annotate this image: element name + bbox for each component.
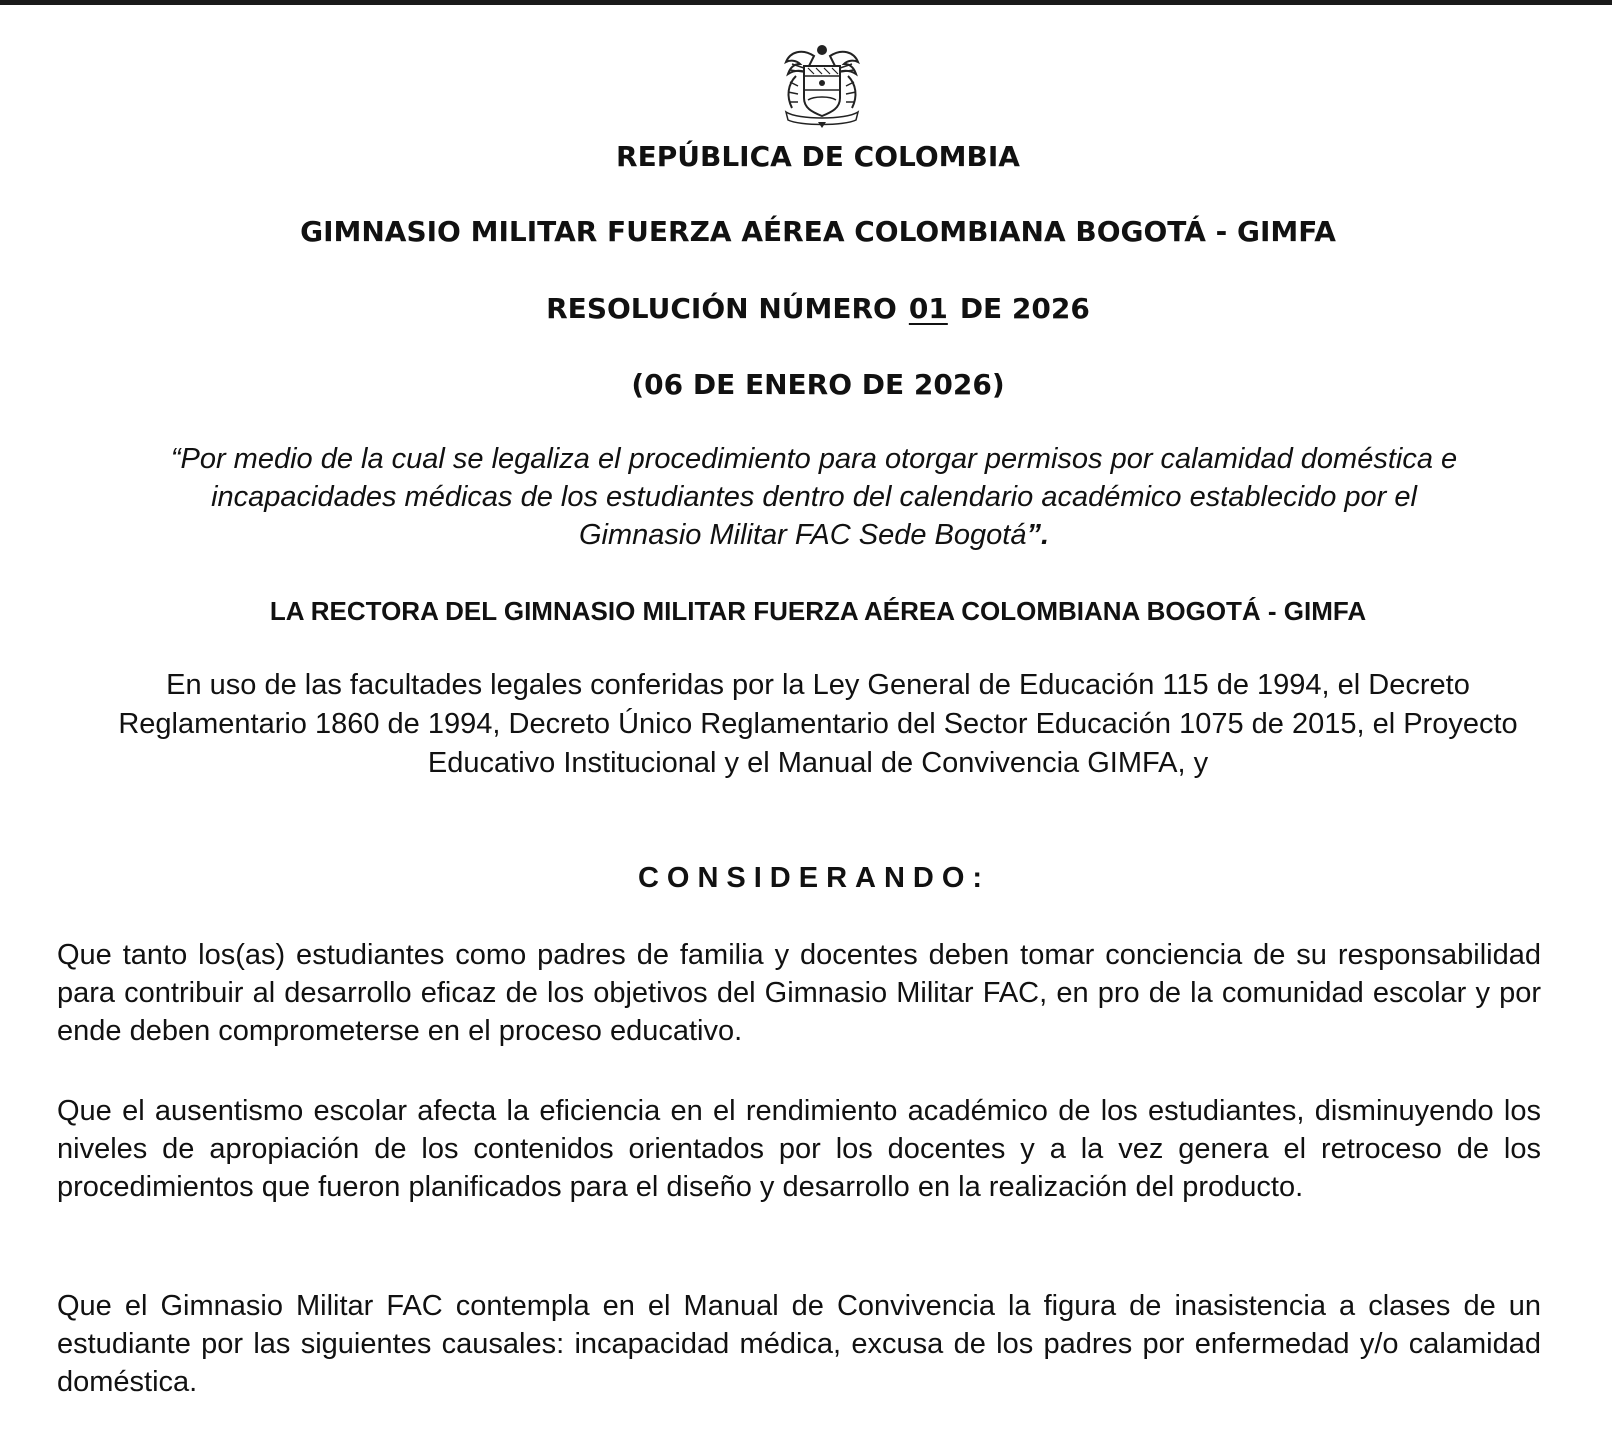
colombia-coat-of-arms-icon (778, 42, 866, 128)
resolution-number: 01 (908, 292, 948, 325)
resolution-date: (06 DE ENERO DE 2026) (631, 368, 1005, 401)
institution-heading: GIMNASIO MILITAR FUERZA AÉREA COLOMBIANA BOGOTÁ - GIMFA (300, 215, 1336, 248)
resolution-subject (150, 440, 1478, 554)
resolution-prefix: RESOLUCIÓN NÚMERO (546, 292, 897, 325)
resolution-year: DE 2026 (959, 292, 1090, 325)
considerando-paragraph: Que tanto los(as) estudiantes como padres de familia y docentes deben tomar conciencia de su responsabilidad para contribuir al desarrollo eficaz de los objetivos del Gimnasio Militar FAC, en pro de la comunidad escolar y por ende deben comprometerse en el proceso educativo. (57, 939, 1541, 1047)
subject-closing-quote: ”. (1026, 519, 1050, 551)
considerando-heading: CONSIDERANDO: (637, 862, 991, 894)
authority-heading: LA RECTORA DEL GIMNASIO MILITAR FUERZA AÉREA COLOMBIANA BOGOTÁ - GIMFA (269, 596, 1367, 626)
resolution-heading (12, 292, 1612, 325)
considerando-paragraph: Que el Gimnasio Militar FAC contempla en el Manual de Convivencia la figura de inasistencia a clases de un estudiante por las siguientes causales: incapacidad médica, excusa de los padres por enfermedad y/o calamidad doméstica. (57, 1290, 1541, 1398)
legal-powers-paragraph: En uso de las facultades legales conferidas por la Ley General de Educación 115 de 1994, el Decreto Reglamentario 1860 de 1994, Decreto Único Reglamentario del Sector Educación 1075 de 2015, el Proyecto Educativo Institucional y el Manual de Convivencia GIMFA, y (118, 669, 1518, 779)
subject-text: “Por medio de la cual se legaliza el procedimiento para otorgar permisos por calamidad doméstica e incapacidades médicas de los estudiantes dentro del calendario académico establecido por el Gimnasio Militar FAC Sede Bogotá (170, 443, 1458, 551)
country-heading: REPÚBLICA DE COLOMBIA (616, 140, 1020, 173)
considerando-paragraph: Que el ausentismo escolar afecta la eficiencia en el rendimiento académico de los estudiantes, disminuyendo los niveles de apropiación de los contenidos orientados por los docentes y a la vez genera el retroceso de los procedimientos que fueron planificados para el diseño y desarrollo en la realización del producto. (57, 1095, 1541, 1203)
